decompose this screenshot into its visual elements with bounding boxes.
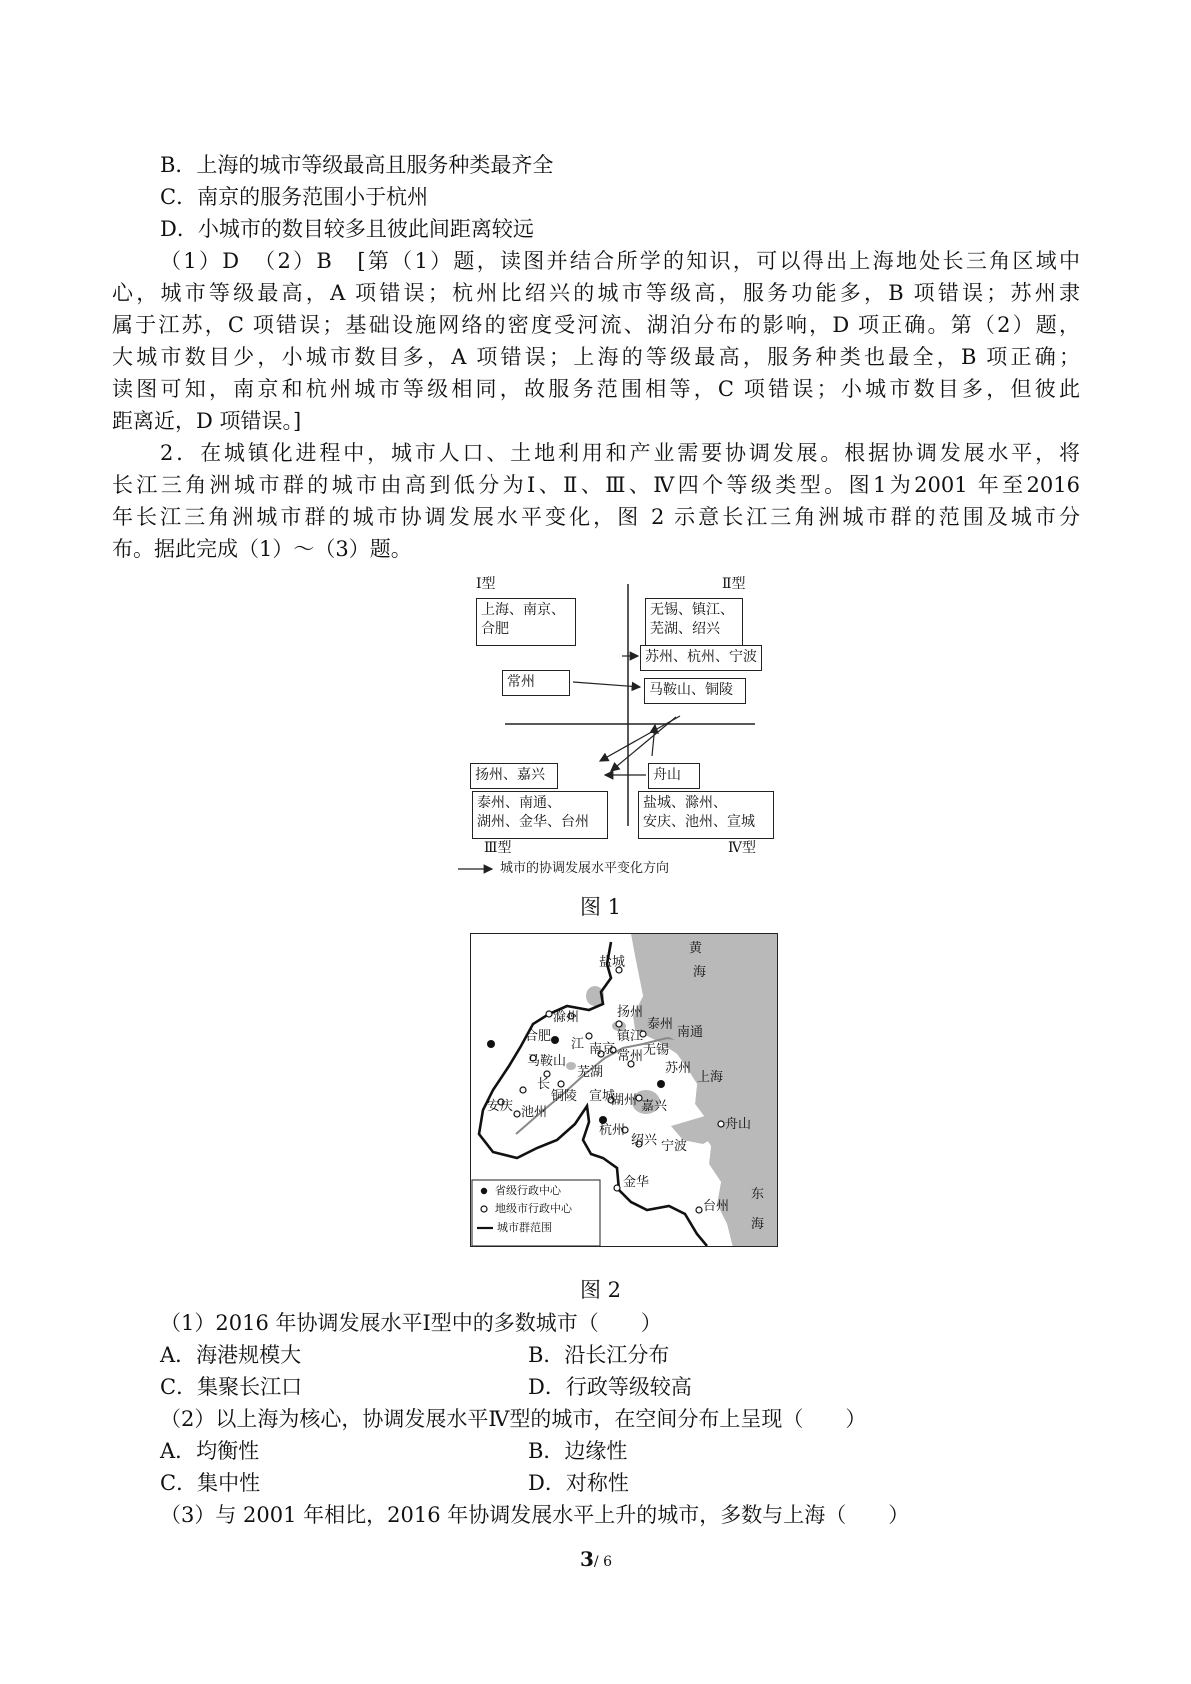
city-shaoxing: 绍兴	[631, 1133, 658, 1148]
east-sea-label-1: 东	[751, 1187, 765, 1202]
answer-line-6: 距离近，D 项错误。]	[112, 409, 302, 433]
option-d-line: D．小城市的数目较多且彼此间距离较远	[160, 217, 534, 241]
type-iv-label: Ⅳ型	[728, 840, 756, 856]
type-iii-box	[472, 791, 608, 839]
type-ii-box-line-1: 无锡、镇江、	[650, 602, 734, 618]
zhoushan-box: 舟山	[648, 763, 700, 789]
subquestion-2: （2）以上海为核心，协调发展水平Ⅳ型的城市，在空间分布上呈现（ ）	[160, 1407, 867, 1431]
city-yangzhou: 扬州	[617, 1005, 644, 1020]
city-yancheng: 盐城	[599, 955, 626, 970]
city-ningbo: 宁波	[661, 1139, 688, 1154]
answer-line-5: 读图可知，南京和杭州城市等级相同，故服务范围相等，C 项错误；小城市数目多，但彼此	[112, 377, 1080, 401]
city-zhenjiang: 镇江	[617, 1029, 644, 1044]
answer-line-1: （1）D （2）B [第（1）题，读图并结合所学的知识，可以得出上海地处长三角区域中	[160, 249, 1080, 273]
legend-boundary-label: 城市群范围	[497, 1221, 552, 1234]
legend-provincial-label: 省级行政中心	[495, 1184, 561, 1197]
city-nantong: 南通	[677, 1025, 704, 1040]
question-2-line-4: 布。据此完成（1）～（3）题。	[112, 537, 412, 561]
figure-1-legend: 城市的协调发展水平变化方向	[500, 861, 670, 876]
option-b-line: B．上海的城市等级最高且服务种类最齐全	[160, 153, 554, 177]
map-drawing	[471, 934, 778, 1247]
city-tongling: 铜陵	[551, 1089, 578, 1104]
page-number-current: 3	[580, 1547, 594, 1571]
yellow-sea-label-1: 黄	[689, 941, 703, 956]
city-xuancheng: 宣城	[589, 1089, 616, 1104]
figure-1-diagram	[450, 568, 770, 878]
question-2-line-2: 长江三角洲城市群的城市由高到低分为Ⅰ、Ⅱ、Ⅲ、Ⅳ四个等级类型。图1为2001 年至2016	[112, 473, 1080, 497]
yangzhou-jiaxing-box: 扬州、嘉兴	[470, 763, 558, 789]
type-iii-box-line-2: 湖州、金华、台州	[477, 814, 589, 830]
type-iv-box-line-1: 盐城、滁州、	[643, 795, 727, 811]
type-i-box	[476, 598, 576, 646]
question-2-line-3: 年长江三角洲城市群的城市协调发展水平变化，图 2 示意长江三角洲城市群的范围及城市分	[112, 505, 1080, 529]
city-wuxi: 无锡	[643, 1043, 670, 1058]
city-changzhou: 常州	[617, 1049, 644, 1064]
figure-2-map	[470, 933, 778, 1247]
changzhou-box: 常州	[502, 670, 570, 696]
type-iv-box	[638, 791, 774, 839]
subquestion-3: （3）与 2001 年相比，2016 年协调发展水平上升的城市，多数与上海（ ）	[160, 1503, 910, 1527]
city-taizhou-zj: 台州	[703, 1199, 730, 1214]
city-jinhua: 金华	[623, 1175, 650, 1190]
subquestion-2-option-b: B．边缘性	[528, 1439, 628, 1463]
figure-2-caption: 图 2	[580, 1278, 622, 1302]
subquestion-1-option-b: B．沿长江分布	[528, 1343, 670, 1367]
type-ii-box	[645, 598, 743, 646]
city-shanghai: 上海	[697, 1070, 724, 1085]
subquestion-1-option-a: A．海港规模大	[160, 1343, 302, 1367]
type-i-box-line-1: 上海、南京、	[481, 602, 565, 618]
yellow-sea-label-2: 海	[693, 965, 707, 980]
east-sea-label-2: 海	[751, 1217, 765, 1232]
city-hangzhou: 杭州	[599, 1123, 626, 1138]
subquestion-1-option-c: C．集聚长江口	[160, 1375, 303, 1399]
type-i-box-line-2: 合肥	[481, 621, 509, 637]
city-chizhou: 池州	[521, 1105, 548, 1120]
answer-line-2: 心，城市等级最高，A 项错误；杭州比绍兴的城市等级高，服务功能多，B 项错误；苏州隶	[112, 281, 1080, 305]
city-jiaxing: 嘉兴	[641, 1099, 668, 1114]
answer-line-3: 属于江苏，C 项错误；基础设施网络的密度受河流、湖泊分布的影响，D 项正确。第（2）题，	[112, 313, 1080, 337]
type-ii-box-line-2: 芜湖、绍兴	[650, 621, 720, 637]
type-iv-box-line-2: 安庆、池州、宣城	[643, 814, 755, 830]
type-ii-label: Ⅱ型	[722, 576, 746, 592]
option-c-line: C．南京的服务范围小于杭州	[160, 185, 429, 209]
question-2-line-1: 2．在城镇化进程中，城市人口、土地利用和产业需要协调发展。根据协调发展水平，将	[160, 441, 1080, 465]
maanshan-tongling-box: 马鞍山、铜陵	[644, 678, 746, 704]
yangtze-label-jiang: 江	[571, 1037, 585, 1052]
subquestion-2-option-d: D．对称性	[528, 1471, 629, 1495]
type-iii-box-line-1: 泰州、南通、	[477, 795, 561, 811]
subquestion-2-option-c: C．集中性	[160, 1471, 261, 1495]
subquestion-1: （1）2016 年协调发展水平Ⅰ型中的多数城市（ ）	[160, 1311, 662, 1335]
city-zhoushan: 舟山	[725, 1117, 752, 1132]
city-wuhu: 芜湖	[577, 1065, 604, 1080]
city-maanshan: 马鞍山	[527, 1054, 567, 1069]
subquestion-1-option-d: D．行政等级较高	[528, 1375, 692, 1399]
legend-prefecture-label: 地级市行政中心	[495, 1202, 572, 1215]
page-number	[580, 1544, 612, 1577]
answer-line-4: 大城市数目少，小城市数目多，A 项错误；上海的等级最高，服务种类也最全，B 项正确；	[112, 345, 1080, 369]
city-suzhou: 苏州	[665, 1061, 692, 1076]
type-iii-label: Ⅲ型	[484, 840, 512, 856]
city-taizhou-js: 泰州	[647, 1017, 674, 1032]
yangtze-label-chang: 长	[537, 1077, 551, 1092]
city-anqing: 安庆	[487, 1099, 514, 1114]
city-chuzhou: 滁州	[553, 1010, 580, 1025]
city-huzhou: 湖州	[611, 1093, 638, 1108]
page-number-total: / 6	[593, 1554, 612, 1570]
city-hefei: 合肥	[525, 1029, 552, 1044]
subquestion-2-option-a: A．均衡性	[160, 1439, 260, 1463]
figure-1-caption: 图 1	[580, 895, 622, 919]
type-i-label: Ⅰ型	[476, 576, 496, 592]
suzhou-hangzhou-ningbo-box: 苏州、杭州、宁波	[640, 645, 762, 671]
city-nanjing: 南京	[589, 1042, 616, 1057]
